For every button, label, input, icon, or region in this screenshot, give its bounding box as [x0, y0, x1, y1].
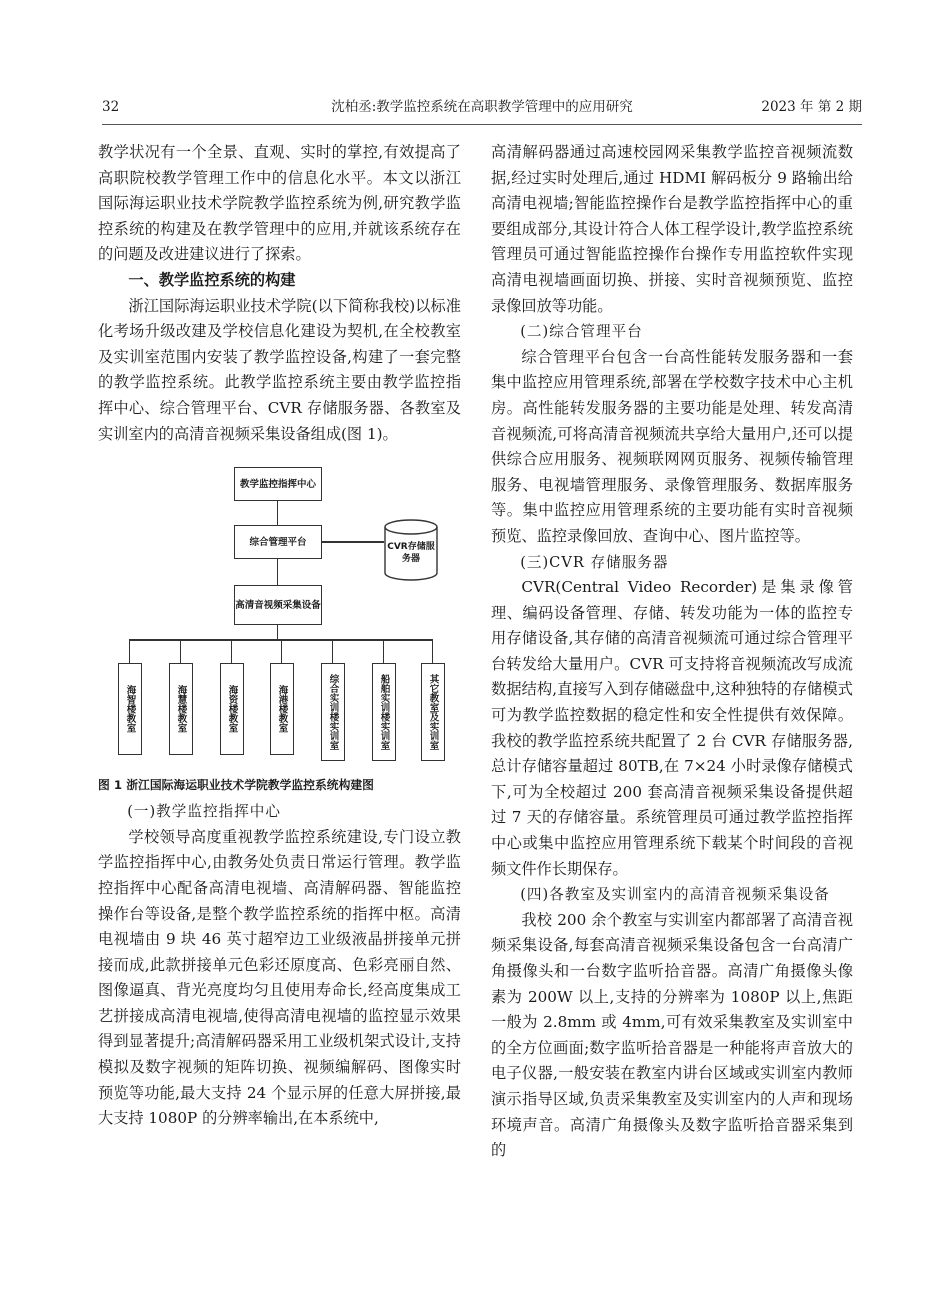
- connector: [281, 639, 282, 663]
- figure-system-diagram: [98, 463, 461, 767]
- diagram-node-command-center: 教学监控指挥中心: [234, 467, 322, 501]
- page-number: 32: [102, 99, 120, 115]
- connector: [383, 639, 384, 663]
- connector: [432, 639, 433, 663]
- subsection-heading: (二)综合管理平台: [520, 323, 643, 341]
- running-header: [102, 96, 862, 118]
- connector: [322, 541, 384, 542]
- diagram-node-capture-devices: 高清音视频采集设备: [234, 585, 322, 625]
- connector: [277, 625, 278, 639]
- connector: [129, 639, 130, 663]
- issue-label: 2023 年 第 2 期: [761, 99, 862, 115]
- header-rule: [102, 124, 862, 125]
- diagram-node-room: 海慧楼教室: [169, 663, 193, 755]
- paragraph: CVR(Central Video Recorder)是集录像管理、编码设备管理、存储、转发功能为一体的监控专用存储设备,其存储的高清音视频流可通过综合管理平台转发给大量用户。CVR 可支持将音视频流改写成流数据结构,直接写入到存储磁盘中,这种独特的存储模式可为教学监控数据的稳定性和安全性提供有效保障。我校的教学监控系统共配置了 2 台 CVR 存储服务器,总计存储容量超过 80TB,在 7×24 小时录像存储模式下,可为全校超过 200 套高清音视频采集设备提供超过 7 天的存储容量。系统管理员可通过教学监控指挥中心或集中监控应用管理系统下载某个时间段的音视频文件作长期保存。: [491, 578, 853, 878]
- connector: [231, 639, 232, 663]
- diagram-node-room: 综合实训楼实训室: [321, 663, 345, 761]
- connector: [180, 639, 181, 663]
- right-column: [491, 140, 853, 1164]
- subsection-heading: (四)各教室及实训室内的高清音视频采集设备: [520, 886, 830, 904]
- paragraph: 教学状况有一个全景、直观、实时的掌控,有效提高了高职院校教学管理工作中的信息化水平。本文以浙江国际海运职业技术学院教学监控系统为例,研究教学监控系统的构建及在教学管理中的应用,并就该系统存在的问题及改进建议进行了探索。: [98, 143, 461, 264]
- paragraph: 综合管理平台包含一台高性能转发服务器和一套集中监控应用管理系统,部署在学校数字技术中心主机房。高性能转发服务器的主要功能是处理、转发高清音视频流,可将高清音视频流共享给大量用户,还可以提供综合应用服务、视频联网网页服务、视频传输管理服务、电视墙管理服务、录像管理服务、数据库服务等。集中监控应用管理系统的主要功能有实时音视频预览、监控录像回放、查询中心、图片监控等。: [491, 347, 853, 545]
- diagram-node-room: 船舶实训楼实训室: [372, 663, 396, 761]
- connector: [277, 559, 278, 585]
- paragraph: 学校领导高度重视教学监控系统建设,专门设立教学监控指挥中心,由教务处负责日常运行管理。教学监控指挥中心配备高清电视墙、高清解码器、智能监控操作台等设备,是整个教学监控系统的指挥中枢。高清电视墙由 9 块 46 英寸超窄边工业级液晶拼接单元拼接而成,此款拼接单元色彩还原度高、色彩亮丽自然、图像逼真、背光亮度均匀且使用寿命长,经高度集成工艺拼接成高清电视墙,使得高清电视墙的监控显示效果得到显著提升;高清解码器采用工业级机架式设计,支持模拟及数字视频的矩阵切换、视频编解码、图像实时预览等功能,最大支持 24 个显示屏的任意大屏拼接,最大支持 1080P 的分辨率输出,在本系统中,: [98, 827, 461, 1128]
- section-heading: 一、教学监控系统的构建: [128, 270, 296, 289]
- figure-caption: 图 1 浙江国际海运职业技术学院教学监控系统构建图: [98, 778, 374, 793]
- paragraph: 我校 200 余个教室与实训室内都部署了高清音视频采集设备,每套高清音视频采集设备包含一台高清广角摄像头和一台数字监听拾音器。高清广角摄像头像素为 200W 以上,支持的分辨率为 1080P 以上,焦距一般为 2.8mm 或 4mm,可有效采集教室及实训室中的全方位画面;数字监听拾音器是一种能将声音放大的电子仪器,一般安装在教室内讲台区域或实训室内教师演示指导区域,负责采集教室及实训室内的人声和现场环境声音。高清广角摄像头及数字监听拾音器采集到的: [491, 910, 853, 1160]
- diagram-node-room: 海港楼教室: [270, 663, 294, 755]
- left-column: [98, 140, 461, 1132]
- paragraph: 高清解码器通过高速校园网采集教学监控音视频流数据,经过实时处理后,通过 HDMI 解码板分 9 路输出给高清电视墙;智能监控操作台是教学监控指挥中心的重要组成部分,其设计符合人体工程学设计,教学监控系统管理员可通过智能监控操作台操作专用监控软件实现高清电视墙画面切换、拼接、实时音视频预览、监控录像回放等功能。: [491, 143, 853, 315]
- running-title: 沈柏丞:教学监控系统在高职教学管理中的应用研究: [331, 99, 633, 115]
- diagram-node-cvr-storage: CVR存储服务器: [384, 519, 438, 581]
- diagram-node-room: 海智楼教室: [118, 663, 142, 755]
- paragraph: 浙江国际海运职业技术学院(以下简称我校)以标准化考场升级改建及学校信息化建设为契机,在全校教室及实训室范围内安装了教学监控设备,构建了一套完整的教学监控系统。此教学监控系统主要由教学监控指挥中心、综合管理平台、CVR 存储服务器、各教室及实训室内的高清音视频采集设备组成(图 1)。: [98, 296, 461, 443]
- subsection-heading: (三)CVR 存储服务器: [520, 553, 669, 571]
- diagram-node-room: 其它教室及实训室: [421, 663, 445, 761]
- diagram-node-management-platform: 综合管理平台: [234, 525, 322, 559]
- connector: [332, 639, 333, 663]
- subsection-heading: (一)教学监控指挥中心: [127, 803, 281, 821]
- diagram-node-room: 海资楼教室: [220, 663, 244, 755]
- connector: [277, 501, 278, 525]
